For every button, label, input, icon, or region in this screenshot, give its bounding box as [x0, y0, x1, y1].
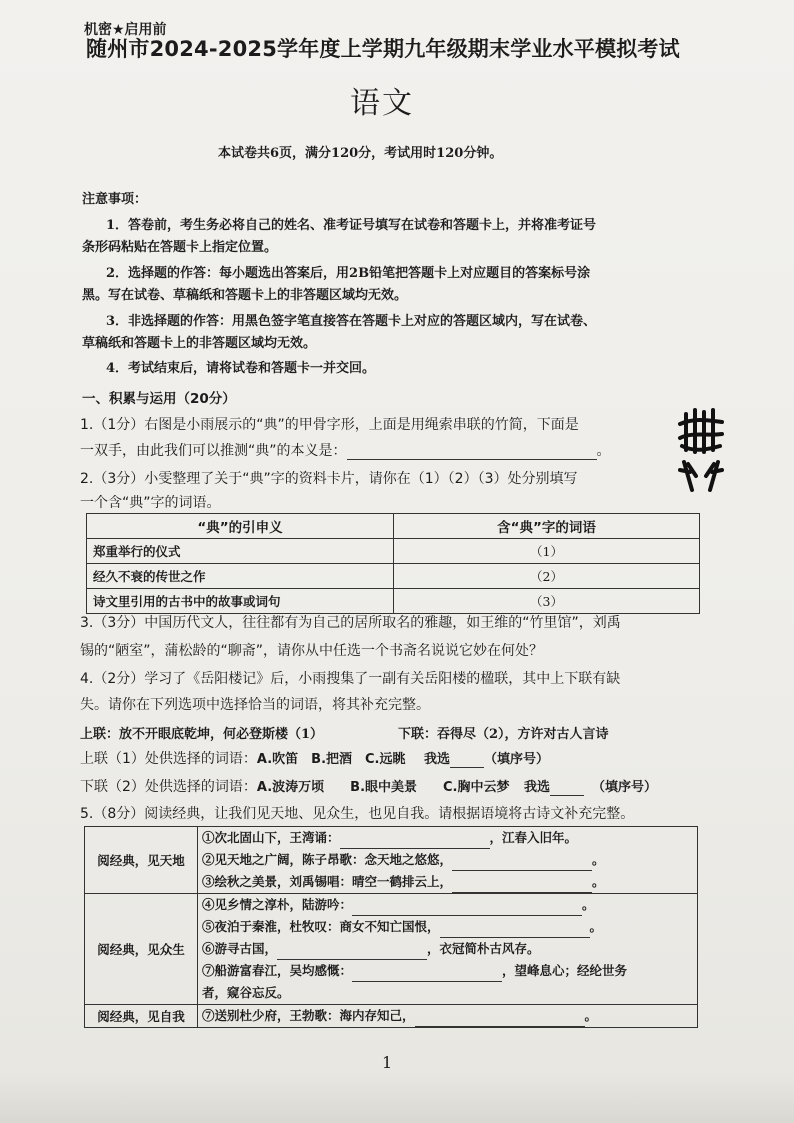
table-cell: 诗文里引用的古书中的故事或词句 [87, 589, 394, 614]
poem-blank[interactable] [352, 901, 582, 916]
poem-blank[interactable] [415, 1012, 585, 1027]
q2-line2: 一个含“典”字的词语。 [80, 495, 221, 511]
fill-line: ④见乡情之淳朴，陆游吟： 。 [202, 894, 693, 916]
poem-blank[interactable] [352, 967, 502, 982]
fill-line: ③绘秋之美景，刘禹锡唱：晴空一鹤排云上， 。 [202, 871, 693, 893]
page-number: 1 [382, 1053, 393, 1072]
q3-line2: 锡的“陋室”，蒲松龄的“聊斋”，请你从中任选一个书斋名说说它妙在何处？ [80, 643, 544, 659]
couplet-upper: 上联：放不开眼底乾坤，何必登斯楼（1） [80, 727, 324, 742]
table-row [85, 1005, 698, 1028]
fill-line: ②见天地之广阔，陈子昂歌：念天地之悠悠， 。 [202, 849, 693, 871]
confidential-label: 机密★启用前 [84, 22, 167, 38]
answer-cell[interactable]: （2） [394, 564, 700, 589]
notice-line: 草稿纸和答题卡上的非答题区域均无效。 [82, 336, 317, 351]
notice-heading: 注意事项： [82, 192, 148, 207]
table-cell: 郑重举行的仪式 [87, 539, 394, 564]
poem-blank[interactable] [452, 878, 592, 893]
dian-card-table [86, 513, 700, 614]
table-row [85, 894, 698, 1005]
q4-line2: 失。请你在下列选项中选择恰当的词语，将其补充完整。 [80, 697, 430, 713]
exam-title: 随州市2024-2025学年度上学期九年级期末学业水平模拟考试 [86, 37, 680, 61]
table-cell: 经久不衰的传世之作 [87, 564, 394, 589]
section-heading: 一、积累与运用（20分） [82, 391, 236, 407]
fill-line: ⑤夜泊于秦淮，杜牧叹：商女不知亡国恨， 。 [202, 916, 693, 938]
poem-blank[interactable] [452, 856, 592, 871]
q3-line1: 3.（3分）中国历代文人，往往都有为自己的居所取名的雅趣，如王维的“竹里馆”，刘禹 [80, 615, 621, 631]
q5-line1: 5.（8分）阅读经典，让我们见天地、见众生，也见自我。请根据语境将古诗文补充完整。 [80, 806, 635, 822]
q4-answer2-blank[interactable] [550, 781, 584, 796]
couplet-lower: 下联：吞得尽（2），方许对古人言诗 [398, 727, 609, 742]
notice-line: 2．选择题的作答：每小题选出答案后，用2B铅笔把答题卡上对应题目的答案标号涂 [106, 266, 591, 281]
exam-info: 本试卷共6页，满分120分，考试用时120分钟。 [218, 146, 503, 161]
q4-option1: 上联（1）处供选择的词语：A.吹笛 B.把酒 C.远眺 我选 （填序号） [80, 751, 549, 767]
q1-line1: 1.（1分）右图是小雨展示的“典”的甲骨字形，上面是用绳索串联的竹简，下面是 [80, 417, 579, 433]
subject-title: 语文 [350, 86, 414, 121]
table-row [85, 827, 698, 894]
table-header: 含“典”字的词语 [394, 514, 700, 539]
fill-line: ⑥游寻古国， ，衣冠简朴古风存。 [202, 938, 693, 960]
fill-line: 者，窥谷忘反。 [202, 985, 290, 1000]
fill-line: ⑦船游富春江，吴均感慨： ，望峰息心；经纶世务 [202, 960, 693, 982]
fill-line: ⑦送别杜少府，王勃歌：海内存知己， 。 [202, 1005, 693, 1027]
q4-line1: 4.（2分）学习了《岳阳楼记》后，小雨搜集了一副有关岳阳楼的楹联，其中上下联有缺 [80, 671, 621, 687]
q1-line2: 一双手，由此我们可以推测“典”的本义是： 。 [80, 443, 611, 459]
poem-blank[interactable] [340, 834, 490, 849]
group-label: 阅经典，见众生 [85, 894, 198, 1005]
group-label: 阅经典，见天地 [85, 827, 198, 894]
oracle-bone-glyph-icon [676, 406, 726, 492]
table-row [87, 589, 700, 614]
table-header: “典”的引申义 [87, 514, 394, 539]
q1-prompt: 一双手，由此我们可以推测“典”的本义是： [80, 443, 347, 459]
table-row [87, 564, 700, 589]
table-row [87, 539, 700, 564]
fill-line: ①次北固山下，王湾诵： ，江春入旧年。 [202, 827, 693, 849]
notice-line: 4．考试结束后，请将试卷和答题卡一并交回。 [106, 361, 376, 376]
group-label: 阅经典，见自我 [85, 1005, 198, 1028]
page-shadow [0, 1073, 794, 1123]
notice-line: 条形码粘贴在答题卡上指定位置。 [82, 240, 278, 255]
q4-answer1-blank[interactable] [450, 753, 484, 768]
poetry-fill-table [84, 826, 698, 1028]
poem-blank[interactable] [277, 945, 427, 960]
q4-option2: 下联（2）处供选择的词语：A.波涛万顷 B.眼中美景 C.胸中云梦 我选 （填序号） [80, 779, 657, 795]
notice-line: 黑。写在试卷、草稿纸和答题卡上的非答题区域均无效。 [82, 288, 408, 303]
q1-answer-blank[interactable] [347, 444, 597, 460]
notice-line: 1．答卷前，考生务必将自己的姓名、准考证号填写在试卷和答题卡上，并将准考证号 [106, 218, 597, 233]
notice-line: 3．非选择题的作答：用黑色签字笔直接答在答题卡上对应的答题区域内，写在试卷、 [106, 314, 597, 329]
answer-cell[interactable]: （1） [394, 539, 700, 564]
poem-blank[interactable] [440, 923, 590, 938]
answer-cell[interactable]: （3） [394, 589, 700, 614]
q2-line1: 2.（3分）小雯整理了关于“典”字的资料卡片，请你在（1）（2）（3）处分别填写 [80, 471, 578, 487]
